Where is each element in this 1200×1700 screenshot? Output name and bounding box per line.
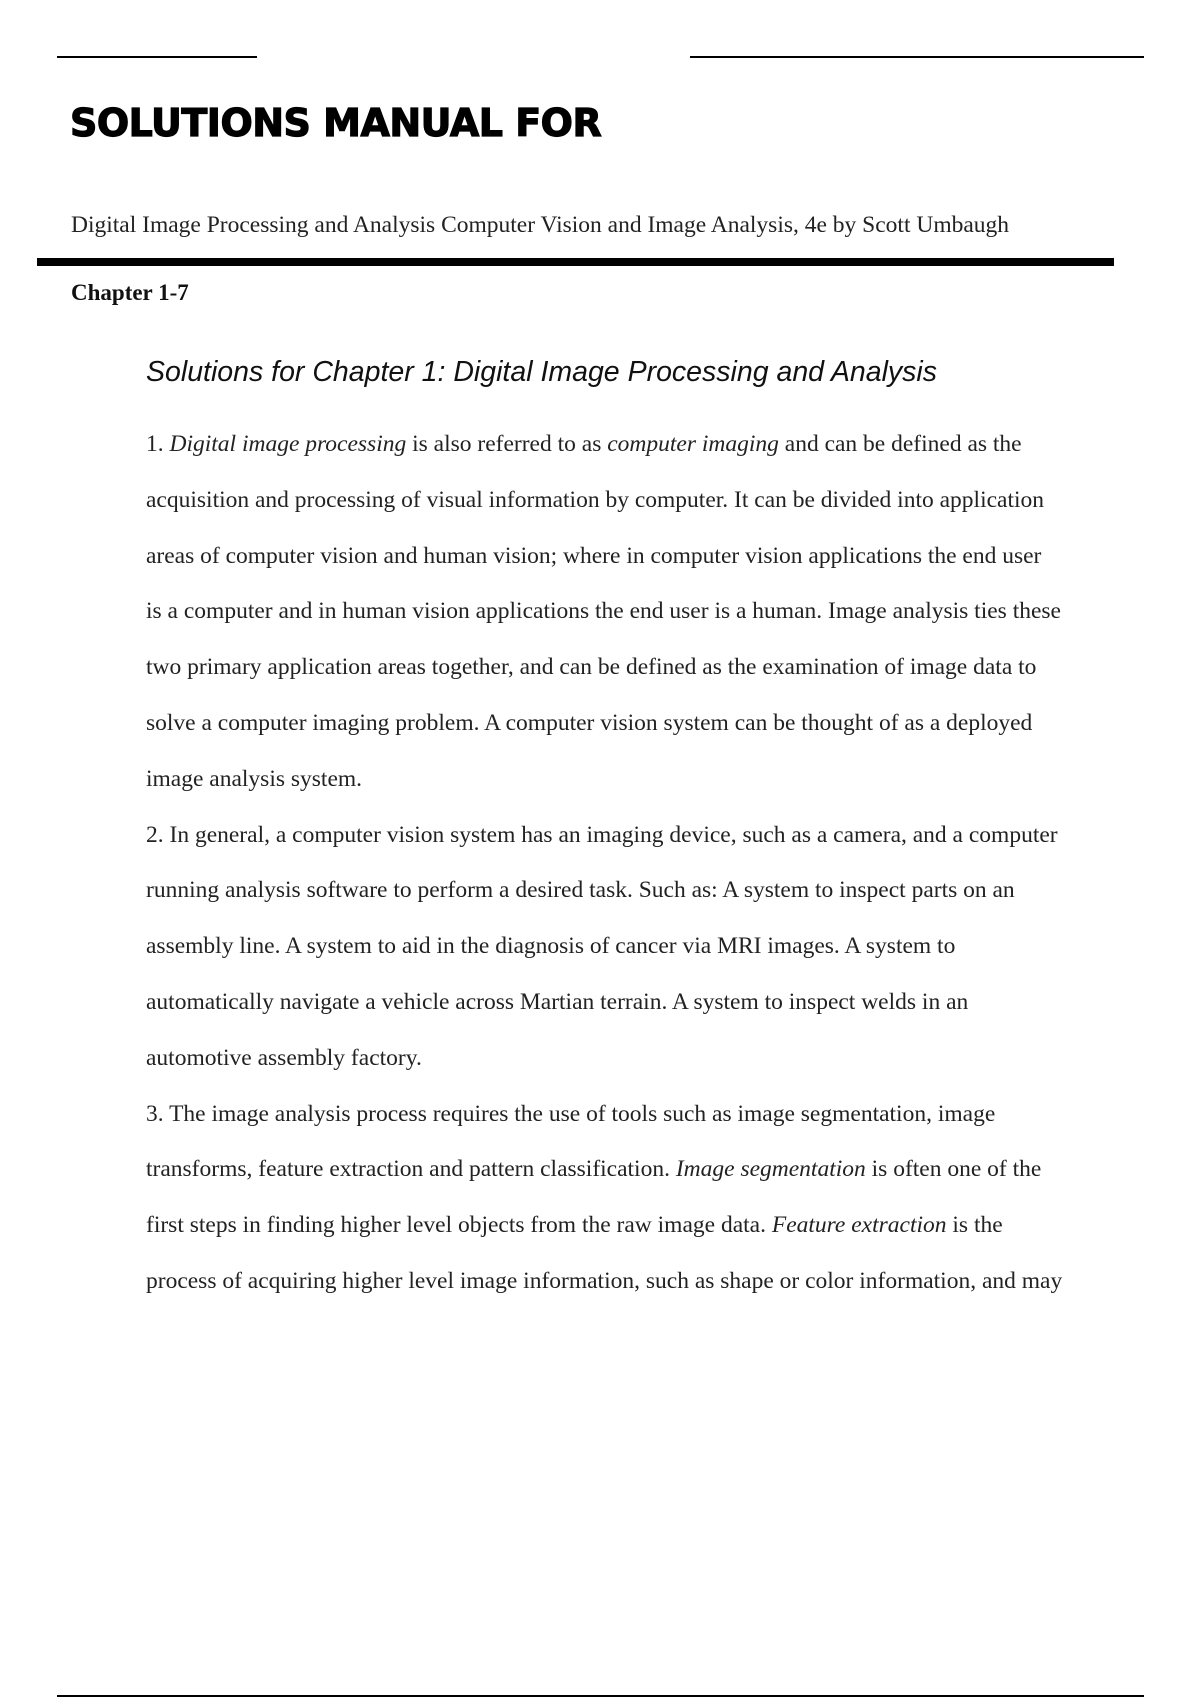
manual-title: SOLUTIONS MANUAL FOR: [70, 101, 602, 145]
body-line: [146, 1038, 1146, 1094]
body-line: [146, 1094, 1146, 1150]
top-right-rule: [690, 56, 1144, 58]
text-run: areas of computer vision and human vision; where in computer vision applications the end user: [146, 542, 1042, 569]
text-run: is the: [946, 1212, 1003, 1239]
bottom-rule: [57, 1695, 1144, 1697]
text-run: solve a computer imaging problem. A computer vision system can be thought of as a deployed: [146, 709, 1033, 736]
italic-term: Feature extraction: [771, 1212, 947, 1239]
text-run: two primary application areas together, and can be defined as the examination of image data to: [146, 654, 1037, 681]
text-run: process of acquiring higher level image information, such as shape or color information, and may: [146, 1267, 1063, 1294]
body-line: [146, 647, 1146, 703]
italic-term: Digital image processing: [169, 431, 407, 457]
header-divider: [37, 258, 1114, 266]
text-run: first steps in finding higher level objects from the raw image data.: [146, 1212, 772, 1239]
italic-term: Image segmentation: [675, 1156, 866, 1183]
body-line: [146, 424, 1146, 480]
body-line: [146, 815, 1146, 871]
text-run: automatically navigate a vehicle across Martian terrain. A system to inspect welds in an: [146, 988, 969, 1015]
text-run: automotive assembly factory.: [146, 1044, 422, 1071]
body-line: [146, 982, 1146, 1038]
text-run: is a computer and in human vision applications the end user is a human. Image analysis ties these: [146, 598, 1061, 625]
body-line: [146, 703, 1146, 759]
body-line: [146, 1149, 1146, 1205]
text-run: is also referred to as: [406, 431, 608, 457]
text-run: assembly line. A system to aid in the diagnosis of cancer via MRI images. A system to: [146, 933, 956, 960]
section-heading: Solutions for Chapter 1: Digital Image Processing and Analysis: [146, 356, 938, 388]
text-run: running analysis software to perform a desired task. Such as: A system to inspect parts on an: [146, 877, 1015, 904]
book-title-line: Digital Image Processing and Analysis Computer Vision and Image Analysis, 4e by Scott Umbaugh: [71, 212, 1010, 238]
chapter-range: Chapter 1-7: [71, 280, 189, 305]
body-line: [146, 591, 1146, 647]
body-line: [146, 1261, 1146, 1317]
body-line: [146, 870, 1146, 926]
text-run: acquisition and processing of visual information by computer. It can be divided into application: [146, 486, 1045, 513]
body-line: [146, 926, 1146, 982]
body-line: [146, 480, 1146, 536]
top-left-rule: [57, 56, 257, 58]
body-line: [146, 759, 1146, 815]
text-run: 3. The image analysis process requires the use of tools such as image segmentation, image: [146, 1100, 996, 1127]
italic-term: computer imaging: [607, 431, 779, 457]
body-line: [146, 536, 1146, 592]
text-run: image analysis system.: [146, 765, 363, 792]
text-run: 2. In general, a computer vision system has an imaging device, such as a camera, and a computer: [146, 821, 1058, 848]
text-run: 1.: [146, 431, 170, 457]
text-run: transforms, feature extraction and pattern classification.: [146, 1156, 676, 1183]
body-text: [146, 424, 1146, 1317]
body-line: [146, 1205, 1146, 1261]
text-run: and can be defined as the: [778, 431, 1022, 457]
text-run: is often one of the: [865, 1156, 1042, 1183]
